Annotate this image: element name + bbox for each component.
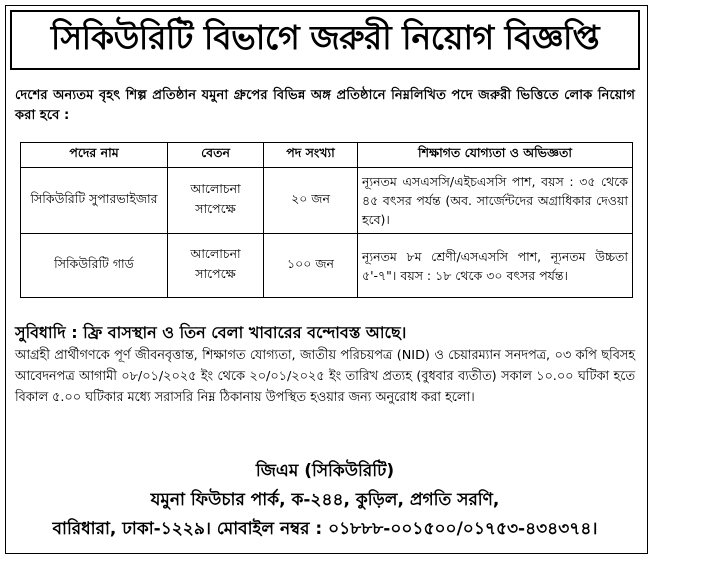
post-name: সিকিউরিটি সুপারভাইজার bbox=[21, 168, 168, 234]
requirements: ন্যূনতম এসএসসি/এইচএসসি পাশ, বয়স : ৩৫ থেকে ৪৫ বৎসর পর্যন্ত (অব. সার্জেন্টদের অগ্রাধিকার দেওয়া হবে)। bbox=[358, 168, 633, 234]
post-count: ২০ জন bbox=[264, 168, 358, 234]
requirements: ন্যূনতম ৮ম শ্রেণী/এসএসসি পাশ, ন্যূনতম উচ্চতা ৫'-৭"। বয়স : ১৮ থেকে ৩০ বৎসর পর্যন্ত। bbox=[358, 234, 633, 298]
intro-paragraph: দেশের অন্যতম বৃহৎ শিল্প প্রতিষ্ঠান যমুনা গ্রুপের বিভিন্ন অঙ্গ প্রতিষ্ঠানে নিম্নলিখিত পদে জরুরী ভিত্তিতে লোক নিয়োগ করা হবে : bbox=[15, 88, 635, 123]
vacancy-table bbox=[20, 142, 633, 298]
salary: আলোচনা সাপেক্ষে bbox=[168, 168, 264, 234]
post-count: ১০০ জন bbox=[264, 234, 358, 298]
headline: সিকিউরিটি বিভাগে জরুরী নিয়োগ বিজ্ঞপ্তি bbox=[10, 10, 640, 70]
post-name: সিকিউরিটি গার্ড bbox=[21, 234, 168, 298]
benefits-line: সুবিধাদি : ফ্রি বাসস্থান ও তিন বেলা খাবারের বন্দোবস্ত আছে। bbox=[15, 323, 407, 342]
header-salary: বেতন bbox=[168, 143, 264, 168]
header-post: পদের নাম bbox=[21, 143, 168, 168]
address-line: যমুনা ফিউচার পার্ক, ক-২৪৪, কুড়িল, প্রগতি সরণি, bbox=[150, 490, 500, 510]
contact-line: বারিধারা, ঢাকা-১২২৯। মোবাইল নম্বর : ০১৮৮৮-০০১৫০০/০১৭৫৩-৪৩৪৩৭৪। bbox=[52, 519, 598, 539]
salary: আলোচনা সাপেক্ষে bbox=[168, 234, 264, 298]
signature-block bbox=[10, 457, 640, 544]
header-count: পদ সংখ্যা bbox=[264, 143, 358, 168]
table-row bbox=[21, 234, 633, 298]
application-instructions: আগ্রহী প্রার্থীগণকে পূর্ণ জীবনবৃত্তান্ত, শিক্ষাগত যোগ্যতা, জাতীয় পরিচয়পত্র (NID) ও চেয়ারম্যান সনদপত্র, ০৩ কপি ছবিসহ আবেদনপত্র আগামী ০৮/০১/২০২৫ ইং থেকে ২০/০১/২০২৫ ইং তারিখ প্রত্যহ (বুধবার ব্যতীত) সকাল ১০.০০ ঘটিকা হতে বিকাল ৫.০০ ঘটিকার মধ্যে সরাসরি নিম্ন ঠিকানায় উপস্থিত হওয়ার জন্য অনুরোধ করা হলো। bbox=[15, 348, 635, 405]
table-header-row bbox=[21, 143, 633, 168]
table-row bbox=[21, 168, 633, 234]
signatory-title: জিএম (সিকিউরিটি) bbox=[255, 461, 395, 481]
header-requirements: শিক্ষাগত যোগ্যতা ও অভিজ্ঞতা bbox=[358, 143, 633, 168]
